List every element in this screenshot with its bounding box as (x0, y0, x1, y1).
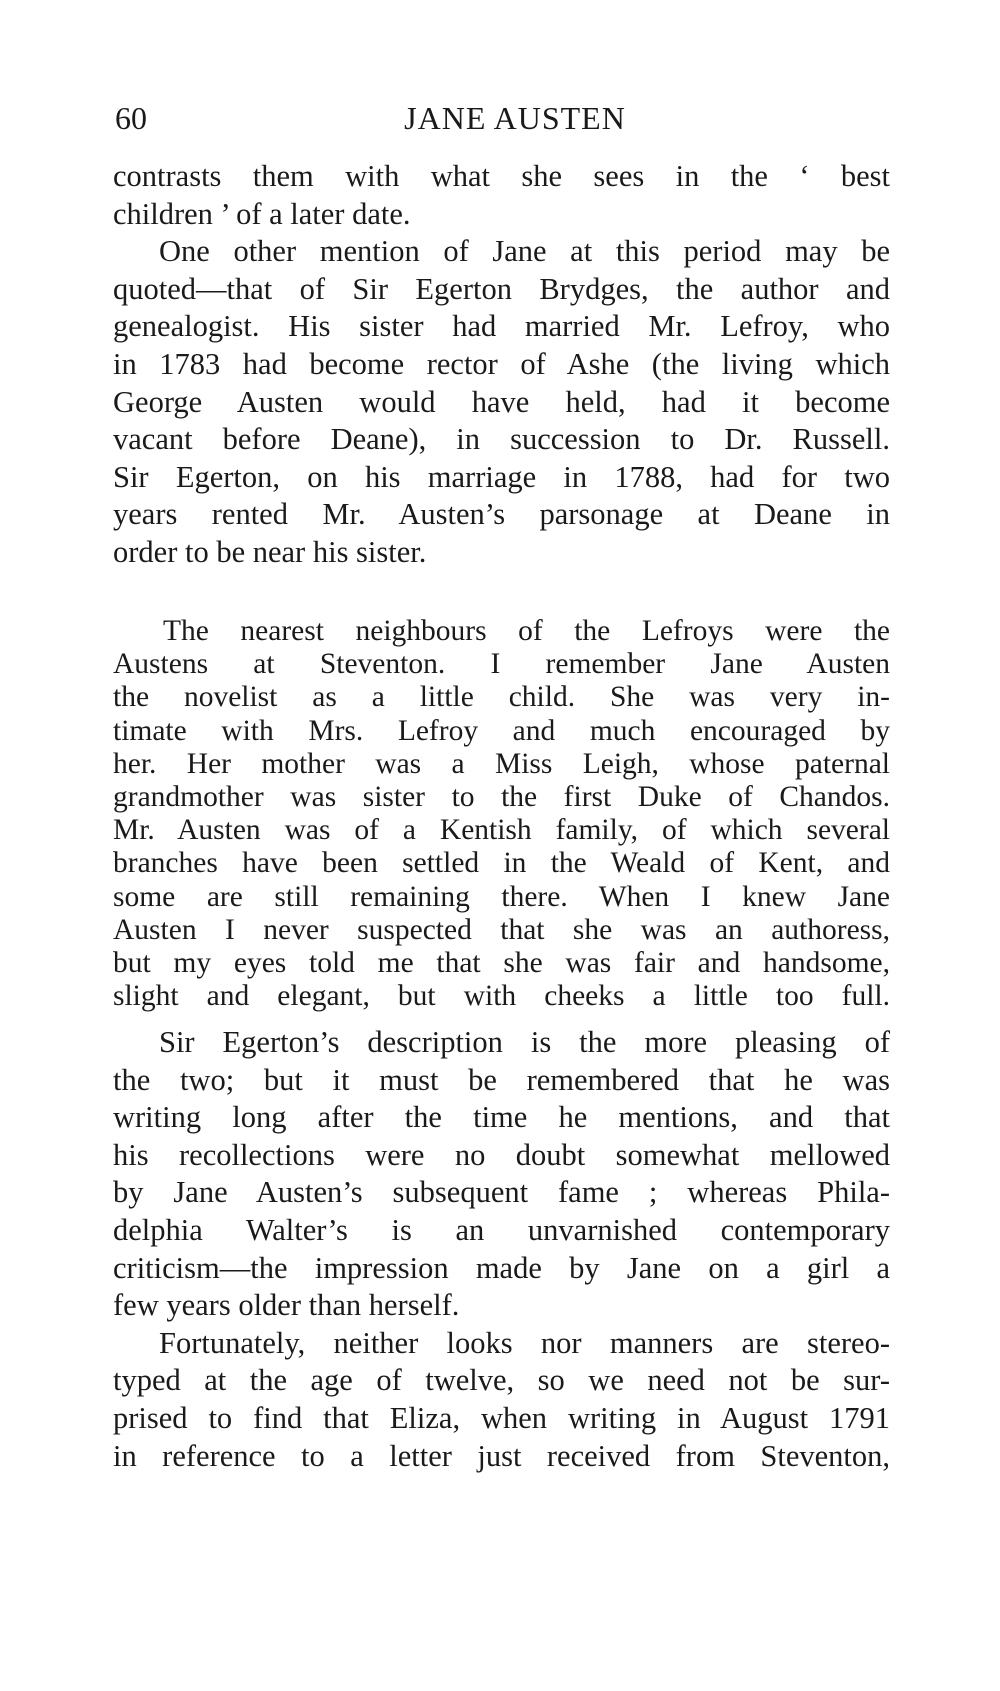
running-head (115, 96, 885, 140)
text-line: Fortunately, neither looks nor manners are stereo- (159, 1325, 890, 1360)
quote-line: Austens at Steventon. I remember Jane Austen (113, 648, 890, 681)
quote-line: slight and elegant, but with cheeks a little too full. (113, 980, 890, 1013)
text-line: Sir Egerton, on his marriage in 1788, had for two (113, 459, 890, 494)
paragraph-brydges-intro (113, 233, 890, 571)
text-line: by Jane Austen’s subsequent fame ; whereas Phila- (113, 1175, 890, 1210)
quote-line: The nearest neighbours of the Lefroys were the (163, 615, 890, 647)
body-text-upper (113, 158, 890, 572)
text-line: delphia Walter’s is an unvarnished contemporary (113, 1212, 890, 1247)
text-line: prised to find that Eliza, when writing in August 1791 (113, 1400, 890, 1435)
text-line: quoted—that of Sir Egerton Brydges, the author and (113, 271, 890, 306)
quote-line: her. Her mother was a Miss Leigh, whose paternal (113, 747, 890, 780)
text-line: vacant before Deane), in succession to Dr. Russell. (113, 422, 890, 457)
text-line: in reference to a letter just received from Steventon, (113, 1438, 890, 1473)
paragraph-continued (113, 158, 890, 233)
text-line: his recollections were no doubt somewhat mellowed (113, 1137, 890, 1172)
text-line: order to be near his sister. (113, 534, 427, 569)
text-line: typed at the age of twelve, so we need not be sur- (113, 1363, 890, 1398)
text-line: genealogist. His sister had married Mr. Lefroy, who (113, 309, 890, 344)
quote-line: grandmother was sister to the first Duke of Chandos. (113, 781, 890, 814)
text-line: Sir Egerton’s description is the more pleasing of (159, 1025, 890, 1059)
text-line: writing long after the time he mentions, and that (113, 1100, 890, 1135)
text-line: few years older than herself. (113, 1288, 460, 1323)
body-text-lower (113, 1024, 890, 1475)
text-line: contrasts them with what she sees in the ‘ best (113, 159, 890, 193)
quote-line: some are still remaining there. When I knew Jane (113, 880, 890, 913)
quote-line: Austen I never suspected that she was an authoress, (113, 913, 890, 946)
block-quote (113, 615, 890, 1013)
text-line: the two; but it must be remembered that he was (113, 1062, 890, 1097)
paragraph-eliza (113, 1325, 890, 1475)
paragraph-comparison (113, 1024, 890, 1325)
text-line: criticism—the impression made by Jane on a girl a (113, 1250, 890, 1285)
text-line: in 1783 had become rector of Ashe (the living which (113, 346, 890, 381)
text-line: One other mention of Jane at this period may be (159, 234, 890, 269)
quote-line: timate with Mrs. Lefroy and much encouraged by (113, 714, 890, 747)
quote-line: Mr. Austen was of a Kentish family, of which several (113, 814, 890, 847)
quote-line: the novelist as a little child. She was very in- (113, 681, 890, 714)
quote-line: branches have been settled in the Weald of Kent, and (113, 847, 890, 880)
page-number: 60 (115, 100, 147, 136)
text-line: years rented Mr. Austen’s parsonage at Deane in (113, 497, 890, 532)
running-title: JANE AUSTEN (404, 100, 626, 136)
text-line: George Austen would have held, had it become (113, 384, 890, 419)
text-line: children ’ of a later date. (113, 196, 411, 231)
quote-line: but my eyes told me that she was fair and handsome, (113, 947, 890, 980)
